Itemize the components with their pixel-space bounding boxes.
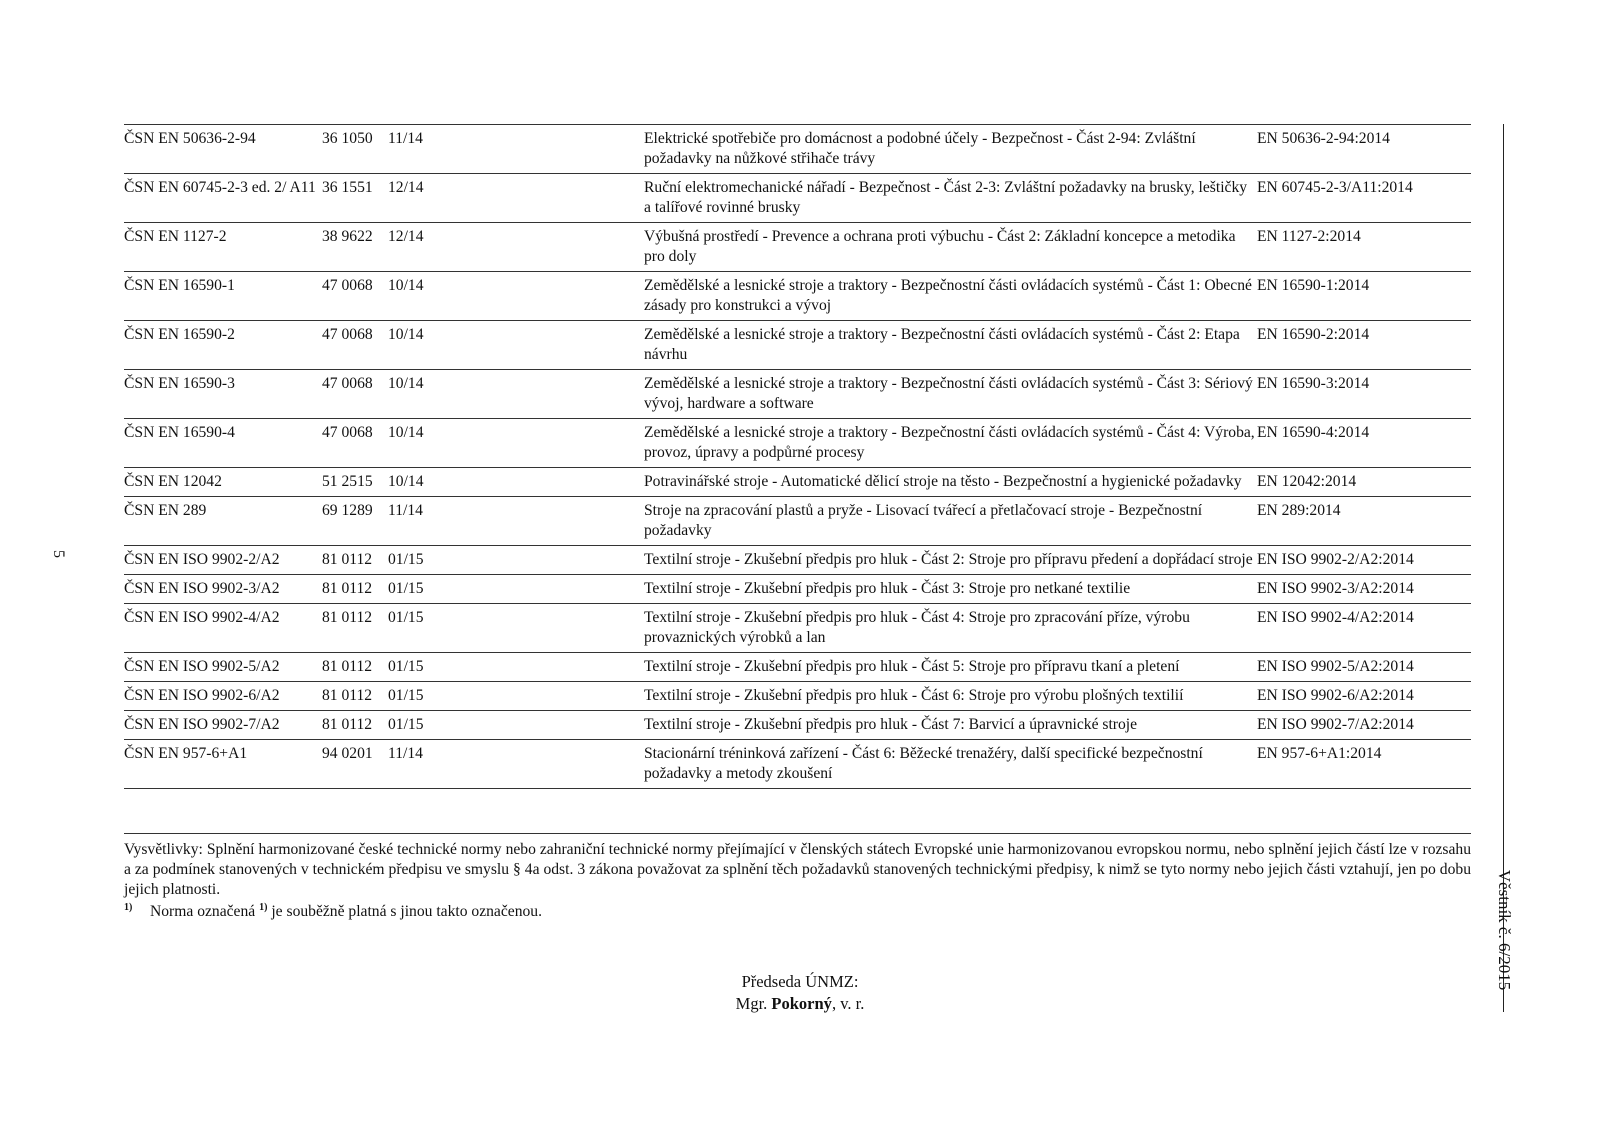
european-standard-cell: EN ISO 9902-5/A2:2014 — [1257, 653, 1471, 682]
standards-table — [124, 124, 1471, 789]
classification-code-cell: 47 0068 — [322, 370, 388, 419]
european-standard-cell: EN 16590-3:2014 — [1257, 370, 1471, 419]
classification-code-cell: 38 9622 — [322, 223, 388, 272]
issue-date-cell: 01/15 — [388, 682, 486, 711]
classification-code-cell: 69 1289 — [322, 497, 388, 546]
table-row — [124, 497, 1471, 546]
european-standard-cell: EN 1127-2:2014 — [1257, 223, 1471, 272]
explanation-block — [124, 833, 1471, 900]
classification-code-cell: 94 0201 — [322, 740, 388, 789]
standard-designation-cell: ČSN EN 16590-4 — [124, 419, 322, 468]
footnote-text-before: Norma označená — [150, 903, 260, 921]
european-standard-cell: EN 16590-2:2014 — [1257, 321, 1471, 370]
spacer-cell — [486, 468, 644, 497]
standard-title-cell: Textilní stroje - Zkušební předpis pro hluk - Část 7: Barvicí a úpravnické stroje — [644, 711, 1257, 740]
classification-code-cell: 81 0112 — [322, 575, 388, 604]
spacer-cell — [486, 321, 644, 370]
signature-suffix: , v. r. — [831, 994, 865, 1013]
spacer-cell — [486, 711, 644, 740]
classification-code-cell: 47 0068 — [322, 419, 388, 468]
spacer-cell — [486, 370, 644, 419]
standard-title-cell: Stacionární tréninková zařízení - Část 6: Běžecké trenažéry, další specifické bezpečnostní požadavky a metody zkoušení — [644, 740, 1257, 789]
footnote-mark: 1) — [124, 902, 133, 913]
issue-date-cell: 12/14 — [388, 174, 486, 223]
issue-date-cell: 01/15 — [388, 604, 486, 653]
standard-designation-cell: ČSN EN 12042 — [124, 468, 322, 497]
spacer-cell — [486, 682, 644, 711]
standard-designation-cell: ČSN EN 50636-2-94 — [124, 125, 322, 174]
spacer-cell — [486, 272, 644, 321]
spacer-cell — [486, 223, 644, 272]
issue-date-cell: 01/15 — [388, 546, 486, 575]
issue-date-cell: 01/15 — [388, 575, 486, 604]
issue-date-cell: 12/14 — [388, 223, 486, 272]
standard-title-cell: Zemědělské a lesnické stroje a traktory - Bezpečnostní části ovládacích systémů - Část 1: Obecné zásady pro konstrukci a vývoj — [644, 272, 1257, 321]
issue-date-cell: 11/14 — [388, 497, 486, 546]
standard-title-cell: Výbušná prostředí - Prevence a ochrana proti výbuchu - Část 2: Základní koncepce a metodika pro doly — [644, 223, 1257, 272]
table-row — [124, 604, 1471, 653]
standard-designation-cell: ČSN EN 60745-2-3 ed. 2/ A11 — [124, 174, 322, 223]
european-standard-cell: EN 16590-1:2014 — [1257, 272, 1471, 321]
european-standard-cell: EN ISO 9902-3/A2:2014 — [1257, 575, 1471, 604]
standard-title-cell: Textilní stroje - Zkušební předpis pro hluk - Část 2: Stroje pro přípravu předení a dopřádací stroje — [644, 546, 1257, 575]
classification-code-cell: 81 0112 — [322, 653, 388, 682]
classification-code-cell: 81 0112 — [322, 711, 388, 740]
european-standard-cell: EN ISO 9902-7/A2:2014 — [1257, 711, 1471, 740]
table-row — [124, 653, 1471, 682]
issue-date-cell: 11/14 — [388, 125, 486, 174]
table-row — [124, 125, 1471, 174]
standards-table-body — [124, 125, 1471, 789]
standard-title-cell: Zemědělské a lesnické stroje a traktory - Bezpečnostní části ovládacích systémů - Část 4: Výroba, provoz, úpravy a podpůrné procesy — [644, 419, 1257, 468]
european-standard-cell: EN 50636-2-94:2014 — [1257, 125, 1471, 174]
standard-designation-cell: ČSN EN ISO 9902-2/A2 — [124, 546, 322, 575]
classification-code-cell: 81 0112 — [322, 546, 388, 575]
issue-date-cell: 10/14 — [388, 321, 486, 370]
classification-code-cell: 81 0112 — [322, 604, 388, 653]
european-standard-cell: EN 289:2014 — [1257, 497, 1471, 546]
standard-title-cell: Zemědělské a lesnické stroje a traktory - Bezpečnostní části ovládacích systémů - Část 2: Etapa návrhu — [644, 321, 1257, 370]
classification-code-cell: 51 2515 — [322, 468, 388, 497]
table-row — [124, 575, 1471, 604]
table-row — [124, 740, 1471, 789]
journal-issue-text: Věstník č. 6/2015 — [1495, 869, 1514, 991]
table-row — [124, 546, 1471, 575]
standard-designation-cell: ČSN EN 16590-3 — [124, 370, 322, 419]
signature-block — [0, 971, 1600, 1015]
standard-designation-cell: ČSN EN 957-6+A1 — [124, 740, 322, 789]
footnote — [124, 898, 542, 922]
european-standard-cell: EN ISO 9902-4/A2:2014 — [1257, 604, 1471, 653]
standard-designation-cell: ČSN EN ISO 9902-4/A2 — [124, 604, 322, 653]
standard-designation-cell: ČSN EN ISO 9902-6/A2 — [124, 682, 322, 711]
spacer-cell — [486, 125, 644, 174]
european-standard-cell: EN ISO 9902-2/A2:2014 — [1257, 546, 1471, 575]
classification-code-cell: 81 0112 — [322, 682, 388, 711]
european-standard-cell: EN 60745-2-3/A11:2014 — [1257, 174, 1471, 223]
issue-date-cell: 10/14 — [388, 272, 486, 321]
spacer-cell — [486, 740, 644, 789]
spacer-cell — [486, 575, 644, 604]
footnote-inline-mark: 1) — [259, 902, 268, 913]
standard-title-cell: Ruční elektromechanické nářadí - Bezpečnost - Část 2-3: Zvláštní požadavky na brusky, leštičky a talířové rovinné brusky — [644, 174, 1257, 223]
issue-date-cell: 10/14 — [388, 468, 486, 497]
issue-date-cell: 01/15 — [388, 653, 486, 682]
footnote-text-after: je souběžně platná s jinou takto označenou. — [267, 903, 542, 921]
spacer-cell — [486, 497, 644, 546]
spacer-cell — [486, 546, 644, 575]
issue-date-cell: 11/14 — [388, 740, 486, 789]
issue-date-cell: 10/14 — [388, 419, 486, 468]
european-standard-cell: EN 957-6+A1:2014 — [1257, 740, 1471, 789]
table-row — [124, 174, 1471, 223]
standard-designation-cell: ČSN EN 1127-2 — [124, 223, 322, 272]
table-row — [124, 321, 1471, 370]
european-standard-cell: EN 12042:2014 — [1257, 468, 1471, 497]
table-row — [124, 223, 1471, 272]
explanation-text: Vysvětlivky: Splnění harmonizované české technické normy nebo zahraniční technické normy přejímající v členských státech Evropské unie harmonizovanou evropskou normu, nebo splnění jejich částí lze v rozsahu a za podmínek stanovených v technickém předpisu ve smyslu § 4a odst. 3 zákona považovat za splnění těch požadavků stanovených technickými předpisy, k nimž se tyto normy nebo jejich části vztahují, jen po dobu jejich platnosti. — [124, 841, 1471, 898]
table-row — [124, 682, 1471, 711]
european-standard-cell: EN ISO 9902-6/A2:2014 — [1257, 682, 1471, 711]
standard-designation-cell: ČSN EN 289 — [124, 497, 322, 546]
classification-code-cell: 36 1050 — [322, 125, 388, 174]
table-row — [124, 370, 1471, 419]
spacer-cell — [486, 604, 644, 653]
standard-designation-cell: ČSN EN 16590-1 — [124, 272, 322, 321]
standard-title-cell: Potravinářské stroje - Automatické dělicí stroje na těsto - Bezpečnostní a hygienické požadavky — [644, 468, 1257, 497]
classification-code-cell: 47 0068 — [322, 321, 388, 370]
table-row — [124, 419, 1471, 468]
spacer-cell — [486, 174, 644, 223]
standard-title-cell: Textilní stroje - Zkušební předpis pro hluk - Část 5: Stroje pro přípravu tkaní a pletení — [644, 653, 1257, 682]
classification-code-cell: 36 1551 — [322, 174, 388, 223]
signature-role: Předseda ÚNMZ: — [741, 972, 859, 991]
issue-date-cell: 01/15 — [388, 711, 486, 740]
standard-designation-cell: ČSN EN ISO 9902-5/A2 — [124, 653, 322, 682]
standard-title-cell: Stroje na zpracování plastů a pryže - Lisovací tvářecí a přetlačovací stroje - Bezpečnostní požadavky — [644, 497, 1257, 546]
signature-prefix: Mgr. — [735, 994, 772, 1013]
classification-code-cell: 47 0068 — [322, 272, 388, 321]
spacer-cell — [486, 419, 644, 468]
standard-designation-cell: ČSN EN ISO 9902-3/A2 — [124, 575, 322, 604]
standard-designation-cell: ČSN EN ISO 9902-7/A2 — [124, 711, 322, 740]
spacer-cell — [486, 653, 644, 682]
signature-name-line — [0, 993, 1600, 1015]
table-row — [124, 711, 1471, 740]
standard-title-cell: Zemědělské a lesnické stroje a traktory - Bezpečnostní části ovládacích systémů - Část 3: Sériový vývoj, hardware a software — [644, 370, 1257, 419]
european-standard-cell: EN 16590-4:2014 — [1257, 419, 1471, 468]
standard-title-cell: Textilní stroje - Zkušební předpis pro hluk - Část 4: Stroje pro zpracování příze, výrobu provaznických výrobků a lan — [644, 604, 1257, 653]
table-row — [124, 468, 1471, 497]
issue-date-cell: 10/14 — [388, 370, 486, 419]
signature-name: Pokorný — [771, 994, 832, 1013]
standard-title-cell: Elektrické spotřebiče pro domácnost a podobné účely - Bezpečnost - Část 2-94: Zvláštní požadavky na nůžkové střihače trávy — [644, 125, 1257, 174]
standard-title-cell: Textilní stroje - Zkušební předpis pro hluk - Část 3: Stroje pro netkané textilie — [644, 575, 1257, 604]
standard-designation-cell: ČSN EN 16590-2 — [124, 321, 322, 370]
page-number: 5 — [50, 550, 67, 558]
standard-title-cell: Textilní stroje - Zkušební předpis pro hluk - Část 6: Stroje pro výrobu plošných textilií — [644, 682, 1257, 711]
table-row — [124, 272, 1471, 321]
